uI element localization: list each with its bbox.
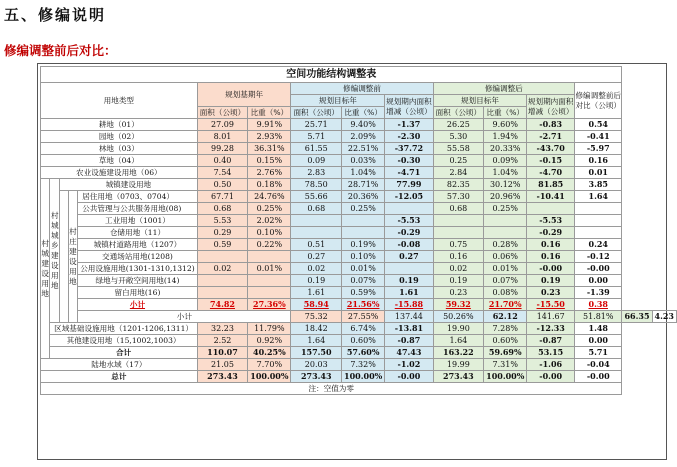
table-row <box>41 323 677 335</box>
value-cell: 36.31% <box>248 143 291 155</box>
table-row <box>41 119 677 131</box>
row-label: 陆地水域（17） <box>41 359 198 371</box>
value-cell: 19.99 <box>433 359 484 371</box>
header-target-after: 规划目标年 <box>433 95 527 107</box>
value-cell: 21.56% <box>342 299 385 311</box>
value-cell: -2.30 <box>385 131 433 143</box>
value-cell: 0.25% <box>484 203 527 215</box>
row-label: 区域基础设施用地（1201-1206,1311） <box>50 323 197 335</box>
value-cell: 5.71 <box>291 131 342 143</box>
value-cell: 0.19 <box>291 275 342 287</box>
value-cell: 1.64 <box>433 335 484 347</box>
value-cell: -43.70 <box>527 143 575 155</box>
value-cell: 26.25 <box>433 119 484 131</box>
value-cell: 0.01% <box>248 263 291 275</box>
value-cell: 18.42 <box>291 323 342 335</box>
table-row <box>41 347 677 359</box>
value-cell: 57.30 <box>433 191 484 203</box>
row-label: 留白用地(16) <box>78 287 197 299</box>
value-cell: 20.96% <box>484 191 527 203</box>
value-cell: -4.71 <box>385 167 433 179</box>
value-cell: 7.54 <box>197 167 248 179</box>
table-row <box>41 191 677 203</box>
value-cell: 59.69% <box>484 347 527 359</box>
value-cell: 5.30 <box>433 131 484 143</box>
header-base-year: 规划基期年 <box>197 83 291 107</box>
value-cell: 0.25% <box>248 203 291 215</box>
value-cell: 110.07 <box>197 347 248 359</box>
value-cell: 27.55% <box>342 311 385 323</box>
table-row <box>41 275 677 287</box>
value-cell: 0.25 <box>433 155 484 167</box>
value-cell: 0.25% <box>342 203 385 215</box>
value-cell: 0.27 <box>291 251 342 263</box>
value-cell: -0.29 <box>385 227 433 239</box>
value-cell: -37.72 <box>385 143 433 155</box>
value-cell: 0.60% <box>342 335 385 347</box>
header-area: 面积（公顷） <box>291 107 342 119</box>
value-cell: 55.58 <box>433 143 484 155</box>
value-cell: 7.32% <box>342 359 385 371</box>
value-cell: 0.10% <box>248 227 291 239</box>
header-before: 修编调整前 <box>291 83 433 95</box>
value-cell: 0.68 <box>433 203 484 215</box>
value-cell: 5.71 <box>575 347 622 359</box>
value-cell: 0.16 <box>527 239 575 251</box>
value-cell: 157.50 <box>291 347 342 359</box>
value-cell: 0.10% <box>342 251 385 263</box>
value-cell: 0.23 <box>433 287 484 299</box>
value-cell: -1.02 <box>385 359 433 371</box>
value-cell: 0.01% <box>484 263 527 275</box>
value-cell: 0.60% <box>484 335 527 347</box>
value-cell: 0.19 <box>527 275 575 287</box>
table-row <box>41 227 677 239</box>
value-cell: -13.81 <box>385 323 433 335</box>
value-cell: 0.07% <box>342 275 385 287</box>
value-cell <box>342 227 385 239</box>
value-cell: -15.50 <box>527 299 575 311</box>
value-cell: 0.02 <box>197 263 248 275</box>
value-cell: 0.54 <box>575 119 622 131</box>
value-cell <box>248 287 291 299</box>
table-row <box>41 299 677 311</box>
table-row <box>41 263 677 275</box>
value-cell: 25.71 <box>291 119 342 131</box>
row-label: 耕地（01） <box>41 119 198 131</box>
value-cell: 0.02 <box>433 263 484 275</box>
value-cell: -0.00 <box>527 371 575 383</box>
section-heading: 五、修编说明 <box>4 6 107 24</box>
value-cell: 62.12 <box>484 311 527 323</box>
table-row <box>41 179 677 191</box>
value-cell: 100.00% <box>342 371 385 383</box>
value-cell: -1.39 <box>575 287 622 299</box>
value-cell <box>291 215 342 227</box>
value-cell: 0.24 <box>575 239 622 251</box>
value-cell: -0.12 <box>575 251 622 263</box>
value-cell <box>248 275 291 287</box>
value-cell: -0.00 <box>385 371 433 383</box>
value-cell: 0.50 <box>197 179 248 191</box>
value-cell: -4.70 <box>527 167 575 179</box>
value-cell: 20.03 <box>291 359 342 371</box>
table-row <box>41 131 677 143</box>
table-row <box>41 203 677 215</box>
value-cell: 0.00 <box>575 275 622 287</box>
row-label: 城镇村道路用地（1207） <box>78 239 197 251</box>
value-cell: 20.33% <box>484 143 527 155</box>
value-cell: 5.53 <box>197 215 248 227</box>
value-cell: 22.51% <box>342 143 385 155</box>
value-cell: 163.22 <box>433 347 484 359</box>
value-cell: 0.22% <box>248 239 291 251</box>
value-cell: -0.83 <box>527 119 575 131</box>
value-cell: 9.60% <box>484 119 527 131</box>
value-cell: 0.51 <box>291 239 342 251</box>
value-cell: -0.30 <box>385 155 433 167</box>
value-cell: 273.43 <box>197 371 248 383</box>
value-cell: 75.32 <box>291 311 342 323</box>
value-cell: 81.85 <box>527 179 575 191</box>
row-label: 农业设施建设用地（06） <box>41 167 198 179</box>
header-area: 面积（公顷） <box>197 107 248 119</box>
value-cell: 0.15% <box>248 155 291 167</box>
value-cell: 28.71% <box>342 179 385 191</box>
row-label: 合计 <box>50 347 197 359</box>
value-cell: 2.93% <box>248 131 291 143</box>
value-cell: -0.15 <box>527 155 575 167</box>
value-cell: 0.02 <box>291 263 342 275</box>
value-cell <box>575 203 622 215</box>
value-cell: 9.91% <box>248 119 291 131</box>
row-label: 林地（03） <box>41 143 198 155</box>
value-cell: -10.41 <box>527 191 575 203</box>
value-cell: 7.28% <box>484 323 527 335</box>
value-cell: 0.07% <box>484 275 527 287</box>
value-cell: 7.31% <box>484 359 527 371</box>
value-cell: 0.01% <box>342 263 385 275</box>
row-label: 总计 <box>41 371 198 383</box>
value-cell: 0.19 <box>433 275 484 287</box>
value-cell: 0.40 <box>197 155 248 167</box>
value-cell: 21.05 <box>197 359 248 371</box>
value-cell: 0.68 <box>197 203 248 215</box>
value-cell: 0.18% <box>248 179 291 191</box>
value-cell: 47.43 <box>385 347 433 359</box>
value-cell <box>484 227 527 239</box>
value-cell: 30.12% <box>484 179 527 191</box>
value-cell <box>575 215 622 227</box>
group-spacer <box>60 191 69 323</box>
table-row <box>41 239 677 251</box>
header-ratio: 比重（%） <box>342 107 385 119</box>
row-label: 园地（02） <box>41 131 198 143</box>
value-cell <box>197 275 248 287</box>
header-compare: 修编调整前后对比（公顷） <box>575 83 622 119</box>
value-cell: -5.53 <box>527 215 575 227</box>
value-cell <box>433 227 484 239</box>
value-cell: 4.23 <box>652 311 676 323</box>
row-label: 公共管理与公共服务用地(08) <box>78 203 197 215</box>
value-cell: 0.06% <box>484 251 527 263</box>
value-cell: 19.90 <box>433 323 484 335</box>
row-label: 绿地与开敞空间用地(14) <box>78 275 197 287</box>
value-cell: 32.23 <box>197 323 248 335</box>
table-body <box>41 67 677 395</box>
value-cell: -0.00 <box>575 263 622 275</box>
group-label-village: 村庄建设用地 <box>68 191 78 323</box>
value-cell: 74.82 <box>197 299 248 311</box>
table-row <box>41 215 677 227</box>
value-cell: 2.76% <box>248 167 291 179</box>
value-cell: -5.97 <box>575 143 622 155</box>
value-cell: 0.00 <box>575 335 622 347</box>
value-cell: 53.15 <box>527 347 575 359</box>
table-row <box>41 167 677 179</box>
value-cell: 27.36% <box>248 299 291 311</box>
value-cell: 0.75 <box>433 239 484 251</box>
value-cell: 8.01 <box>197 131 248 143</box>
value-cell: 141.67 <box>527 311 575 323</box>
value-cell: 77.99 <box>385 179 433 191</box>
value-cell: 2.84 <box>433 167 484 179</box>
row-label: 小计 <box>78 311 291 323</box>
value-cell: 1.48 <box>575 323 622 335</box>
value-cell: 1.64 <box>575 191 622 203</box>
table-row <box>41 251 677 263</box>
table-title: 空间功能结构调整表 <box>41 67 622 83</box>
value-cell: 0.29 <box>197 227 248 239</box>
value-cell: 273.43 <box>291 371 342 383</box>
value-cell: -12.33 <box>527 323 575 335</box>
table-row <box>41 311 677 323</box>
value-cell: 6.74% <box>342 323 385 335</box>
value-cell <box>342 215 385 227</box>
value-cell: 0.19% <box>342 239 385 251</box>
value-cell: 100.00% <box>248 371 291 383</box>
value-cell: 0.59 <box>197 239 248 251</box>
value-cell: -12.05 <box>385 191 433 203</box>
row-label: 居住用地（0703、0704） <box>78 191 197 203</box>
table-row <box>41 143 677 155</box>
header-ratio: 比重（%） <box>248 107 291 119</box>
value-cell: 0.09 <box>291 155 342 167</box>
value-cell: -0.00 <box>527 263 575 275</box>
value-cell <box>433 215 484 227</box>
value-cell: 27.09 <box>197 119 248 131</box>
value-cell: 0.08% <box>484 287 527 299</box>
value-cell: 66.35 <box>622 311 652 323</box>
value-cell: 0.03% <box>342 155 385 167</box>
table-row <box>41 359 677 371</box>
value-cell: -0.29 <box>527 227 575 239</box>
value-cell: -5.53 <box>385 215 433 227</box>
row-label: 公用设施用地(1301-1310,1312) <box>78 263 197 275</box>
value-cell: 59.32 <box>433 299 484 311</box>
table-row <box>41 155 677 167</box>
header-increase-after: 规划期内面积增减（公顷） <box>527 95 575 119</box>
value-cell: 0.16 <box>527 251 575 263</box>
value-cell <box>385 203 433 215</box>
value-cell <box>385 263 433 275</box>
value-cell <box>197 251 248 263</box>
value-cell: -15.88 <box>385 299 433 311</box>
value-cell: 51.81% <box>575 311 622 323</box>
row-label: 小计 <box>78 299 197 311</box>
value-cell: -1.06 <box>527 359 575 371</box>
value-cell: 0.27 <box>385 251 433 263</box>
header-land-type: 用地类型 <box>41 83 198 119</box>
value-cell: 99.28 <box>197 143 248 155</box>
value-cell <box>291 227 342 239</box>
value-cell: 24.76% <box>248 191 291 203</box>
value-cell: -0.08 <box>385 239 433 251</box>
value-cell: 2.52 <box>197 335 248 347</box>
value-cell <box>248 251 291 263</box>
value-cell: 58.94 <box>291 299 342 311</box>
value-cell: 20.36% <box>342 191 385 203</box>
value-cell: 0.23 <box>527 287 575 299</box>
value-cell <box>527 203 575 215</box>
value-cell: 55.66 <box>291 191 342 203</box>
comparison-subheading: 修编调整前后对比： <box>4 43 117 58</box>
value-cell: 0.68 <box>291 203 342 215</box>
value-cell <box>197 287 248 299</box>
value-cell: 0.09% <box>484 155 527 167</box>
value-cell: -0.00 <box>575 371 622 383</box>
row-label: 其他建设用地（15,1002,1003） <box>50 335 197 347</box>
value-cell: 0.19 <box>385 275 433 287</box>
value-cell: 9.40% <box>342 119 385 131</box>
table-row <box>41 335 677 347</box>
value-cell: 7.70% <box>248 359 291 371</box>
value-cell <box>484 215 527 227</box>
header-target-before: 规划目标年 <box>291 95 385 107</box>
value-cell: 2.09% <box>342 131 385 143</box>
table-row <box>41 287 677 299</box>
row-label: 仓储用地（11） <box>78 227 197 239</box>
value-cell: 11.79% <box>248 323 291 335</box>
value-cell: 50.26% <box>433 311 484 323</box>
value-cell: 2.02% <box>248 215 291 227</box>
value-cell: 1.04% <box>342 167 385 179</box>
value-cell: 0.28% <box>484 239 527 251</box>
value-cell: 2.83 <box>291 167 342 179</box>
value-cell: 40.25% <box>248 347 291 359</box>
value-cell: 82.35 <box>433 179 484 191</box>
value-cell: 0.59% <box>342 287 385 299</box>
value-cell: 61.55 <box>291 143 342 155</box>
value-cell: 78.50 <box>291 179 342 191</box>
value-cell: 1.04% <box>484 167 527 179</box>
value-cell: 100.00% <box>484 371 527 383</box>
value-cell: 3.85 <box>575 179 622 191</box>
value-cell: 1.61 <box>291 287 342 299</box>
group-label-city-rural: 村城建设用地 <box>41 179 50 359</box>
value-cell: 0.16 <box>433 251 484 263</box>
group-label-city-village: 村城城乡建设用地 <box>50 179 60 323</box>
value-cell: 21.70% <box>484 299 527 311</box>
value-cell: 67.71 <box>197 191 248 203</box>
value-cell: -0.04 <box>575 359 622 371</box>
value-cell: 1.94% <box>484 131 527 143</box>
header-increase-before: 规划期内面积增减（公顷） <box>385 95 433 119</box>
row-label: 草地（04） <box>41 155 198 167</box>
value-cell: -0.87 <box>527 335 575 347</box>
value-cell: 1.64 <box>291 335 342 347</box>
value-cell: -1.37 <box>385 119 433 131</box>
value-cell: 0.38 <box>575 299 622 311</box>
value-cell: 273.43 <box>433 371 484 383</box>
value-cell: 0.16 <box>575 155 622 167</box>
value-cell: -0.41 <box>575 131 622 143</box>
header-after: 修编调整后 <box>433 83 574 95</box>
value-cell <box>575 227 622 239</box>
value-cell: -2.71 <box>527 131 575 143</box>
row-label: 工业用地（1001） <box>78 215 197 227</box>
value-cell: -0.87 <box>385 335 433 347</box>
adjustment-table <box>40 66 677 395</box>
row-label: 交通场站用地(1208) <box>78 251 197 263</box>
value-cell: 137.44 <box>385 311 433 323</box>
value-cell: 57.60% <box>342 347 385 359</box>
value-cell: 1.61 <box>385 287 433 299</box>
header-ratio: 比重（%） <box>484 107 527 119</box>
header-area: 面积（公顷） <box>433 107 484 119</box>
value-cell: 0.92% <box>248 335 291 347</box>
value-cell: 0.01 <box>575 167 622 179</box>
table-row <box>41 371 677 383</box>
row-label: 城镇建设用地 <box>60 179 198 191</box>
table-note: 注：空值为零 <box>41 383 622 395</box>
